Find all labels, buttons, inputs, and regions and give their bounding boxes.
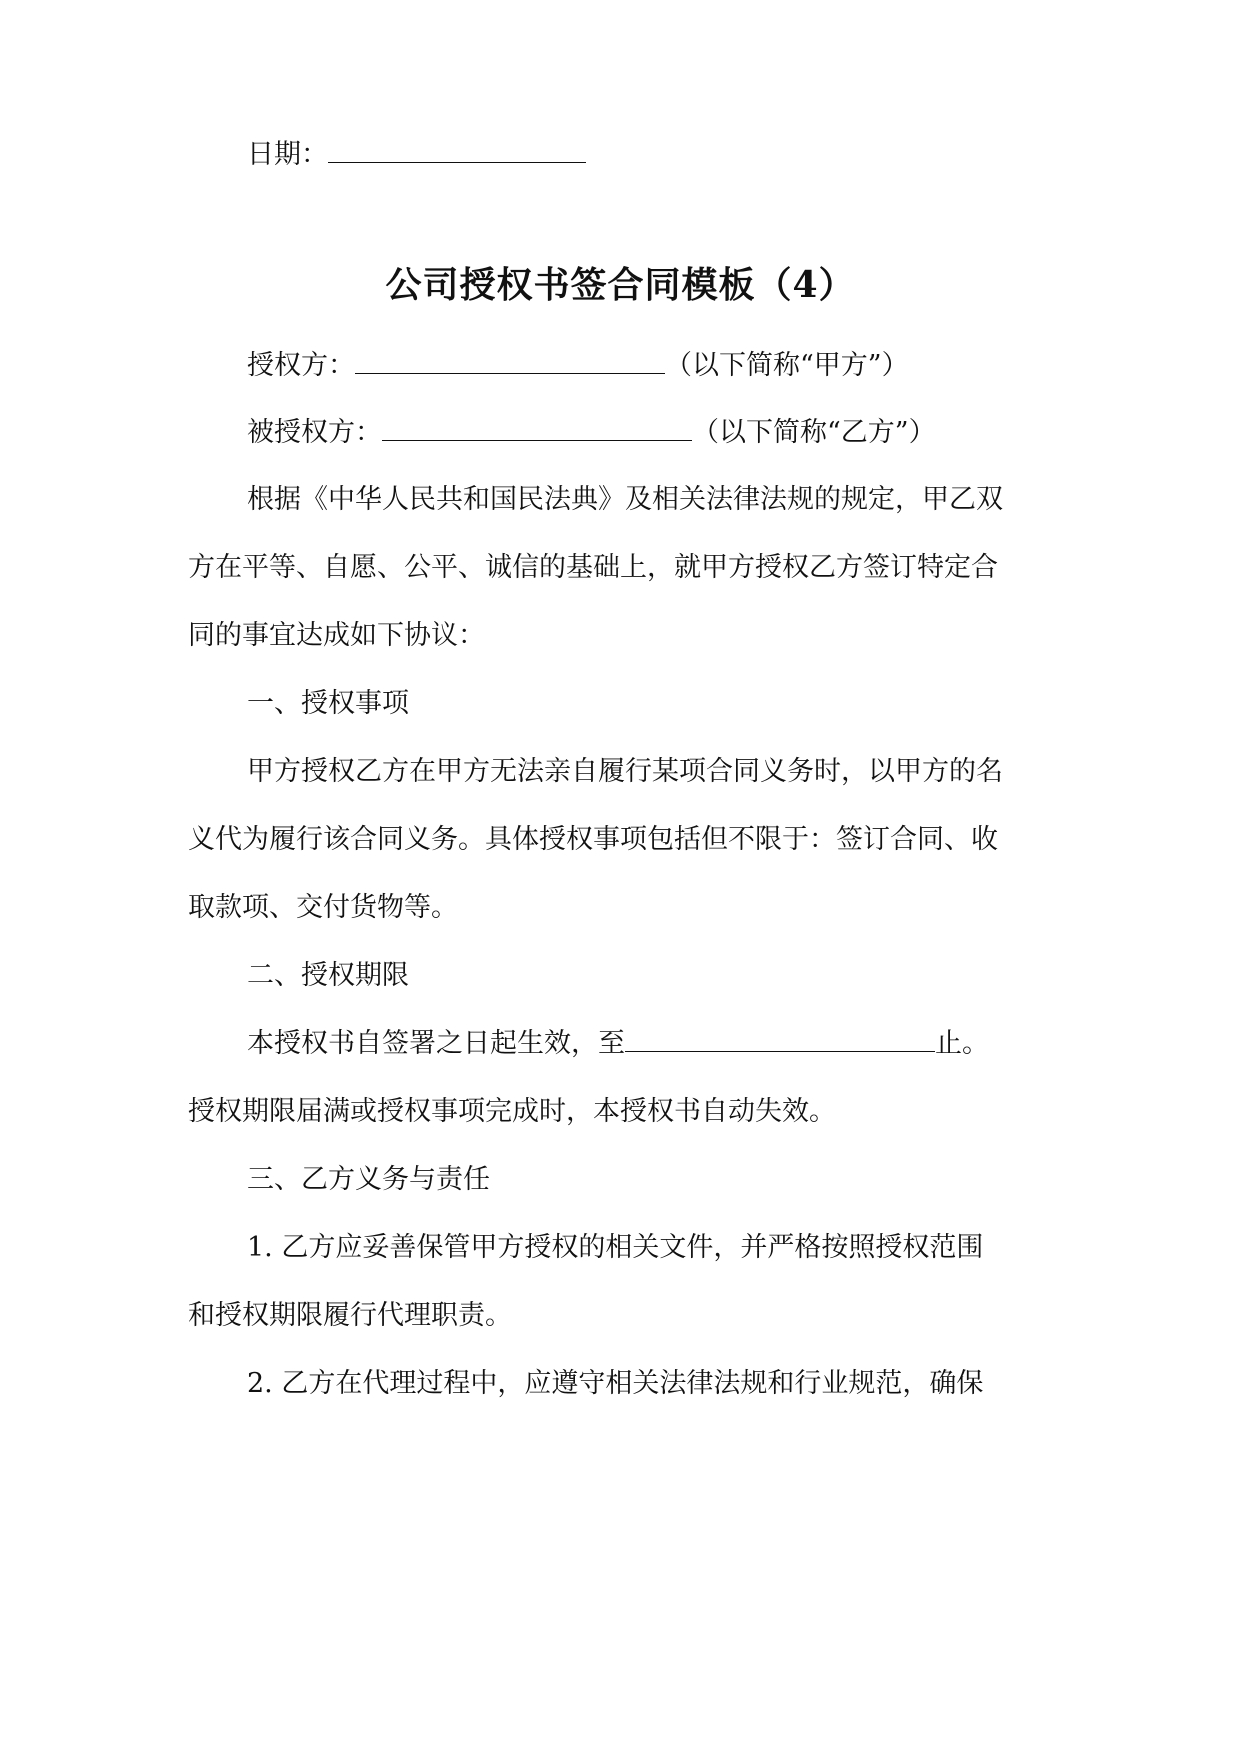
section3-item2-line-1: 2. 乙方在代理过程中，应遵守相关法律法规和行业规范，确保 [247,1368,984,1399]
date-blank [328,136,586,163]
section3-item1-line-1: 1. 乙方应妥善保管甲方授权的相关文件，并严格按照授权范围 [247,1232,984,1263]
section1-line-1: 甲方授权乙方在甲方无法亲自履行某项合同义务时，以甲方的名 [247,756,1003,787]
section3-item1-line-2: 和授权期限履行代理职责。 [188,1300,512,1331]
end-date-blank [625,1025,935,1052]
section2-line-2: 授权期限届满或授权事项完成时，本授权书自动失效。 [188,1096,836,1127]
grantee-label: 被授权方： [247,417,382,448]
section1-heading: 一、授权事项 [247,688,409,719]
section2-line-1 [247,1024,1127,1064]
date-line [247,135,1127,175]
section2-line1-prefix: 本授权书自签署之日起生效，至 [247,1028,625,1059]
preamble-line-2: 方在平等、自愿、公平、诚信的基础上，就甲方授权乙方签订特定合 [188,552,998,583]
section3-heading: 三、乙方义务与责任 [247,1164,490,1195]
preamble-line-1: 根据《中华人民共和国民法典》及相关法律法规的规定，甲乙双 [247,484,1003,515]
preamble-line-3: 同的事宜达成如下协议： [188,620,485,651]
grantor-line [247,346,1127,386]
grantee-blank [382,414,692,441]
grantor-blank [355,347,665,374]
grantee-line [247,413,1127,453]
grantor-suffix: （以下简称“甲方”） [665,350,909,381]
document-title: 公司授权书签合同模板（4） [385,264,856,306]
grantor-label: 授权方： [247,350,355,381]
grantee-suffix: （以下简称“乙方”） [692,417,936,448]
date-label: 日期： [247,139,328,170]
section1-line-3: 取款项、交付货物等。 [188,892,458,923]
section1-line-2: 义代为履行该合同义务。具体授权事项包括但不限于：签订合同、收 [188,824,998,855]
section2-heading: 二、授权期限 [247,960,409,991]
section2-line1-suffix: 止。 [935,1028,989,1059]
